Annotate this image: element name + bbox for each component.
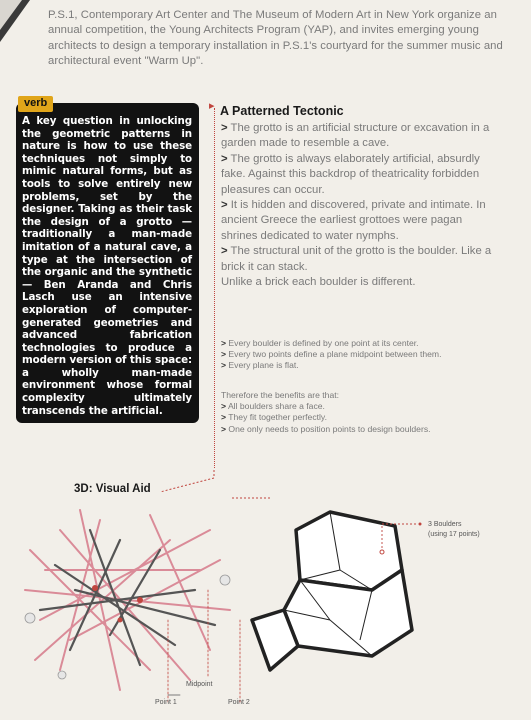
dotted-guide-line — [214, 108, 215, 468]
rule-item: > Every boulder is defined by one point at its center. — [221, 338, 419, 348]
guide-marker-top: ▸ — [209, 100, 215, 112]
benefit-item: > They fit together perfectly. — [221, 412, 327, 423]
midpoint-label: Midpoint — [186, 681, 213, 688]
section-paragraph: > The grotto is an artificial structure or excavation in a garden made to resemble a cave. — [221, 122, 490, 150]
point2-label: Point 2 — [228, 699, 250, 706]
section-paragraph: Unlike a brick each boulder is different. — [221, 276, 416, 289]
verb-tag: verb — [18, 96, 53, 112]
benefit-item: > All boulders share a face. — [221, 401, 325, 412]
point-lattice-figure — [25, 510, 240, 702]
visual-aid-title: 3D: Visual Aid — [74, 483, 151, 495]
boulder-cluster-figure — [252, 512, 412, 670]
benefits-intro: Therefore the benefits are that: — [221, 390, 339, 400]
section-paragraph: > It is hidden and discovered, private and intimate. In ancient Greece the earliest grottoes were pagan shrines dedicated to water nymphs. — [221, 199, 486, 242]
boulders-sublabel: (using 17 points) — [428, 531, 480, 538]
benefit-item: > One only needs to position points to design boulders. — [221, 423, 431, 434]
visual-aid-diagram — [0, 470, 531, 720]
guide-connector — [160, 470, 214, 492]
section-paragraph: > The grotto is always elaborately artificial, absurdly fake. Against this backdrop of theatricality forbidden pleasures can occur. — [221, 152, 480, 196]
corner-decoration — [0, 0, 30, 42]
rule-item: > Every two points define a plane midpoint between them. — [221, 349, 442, 360]
section-title: A Patterned Tectonic — [220, 104, 344, 118]
section-paragraph: > The structural unit of the grotto is the boulder. Like a brick it can stack. — [221, 245, 492, 273]
section-body — [221, 121, 501, 290]
rules-list — [221, 338, 511, 372]
verb-sidebar-text: A key question in unlocking the geometric patterns in nature is how to use these techniques not simply to mimic natural forms, but as tools to solve entirely new problems, set by the designer. Taking as their task the design of a grotto — traditionally a man-made imitation of a natural cave, a type at the intersection of the organic and the synthetic — Ben Aranda and Chris Lasch use an intensive exploration of computer-generated geometries and advanced fabrication technologies to produce a modern version of this space: a wholly man-made environment whose formal complexity ultimately transcends the artificial. — [22, 115, 192, 417]
boulders-label: 3 Boulders — [428, 521, 462, 528]
intro-paragraph: P.S.1, Contemporary Art Center and The Museum of Modern Art in New York organize an annual competition, the Young Architects Program (YAP), and invites emerging young architects to design a temporary installation in P.S.1's courtyard for the summer music and architectural event "Warm Up". — [48, 9, 503, 68]
point1-label: Point 1 — [155, 699, 177, 706]
benefits-list — [221, 390, 511, 435]
rule-item: > Every plane is flat. — [221, 360, 299, 371]
